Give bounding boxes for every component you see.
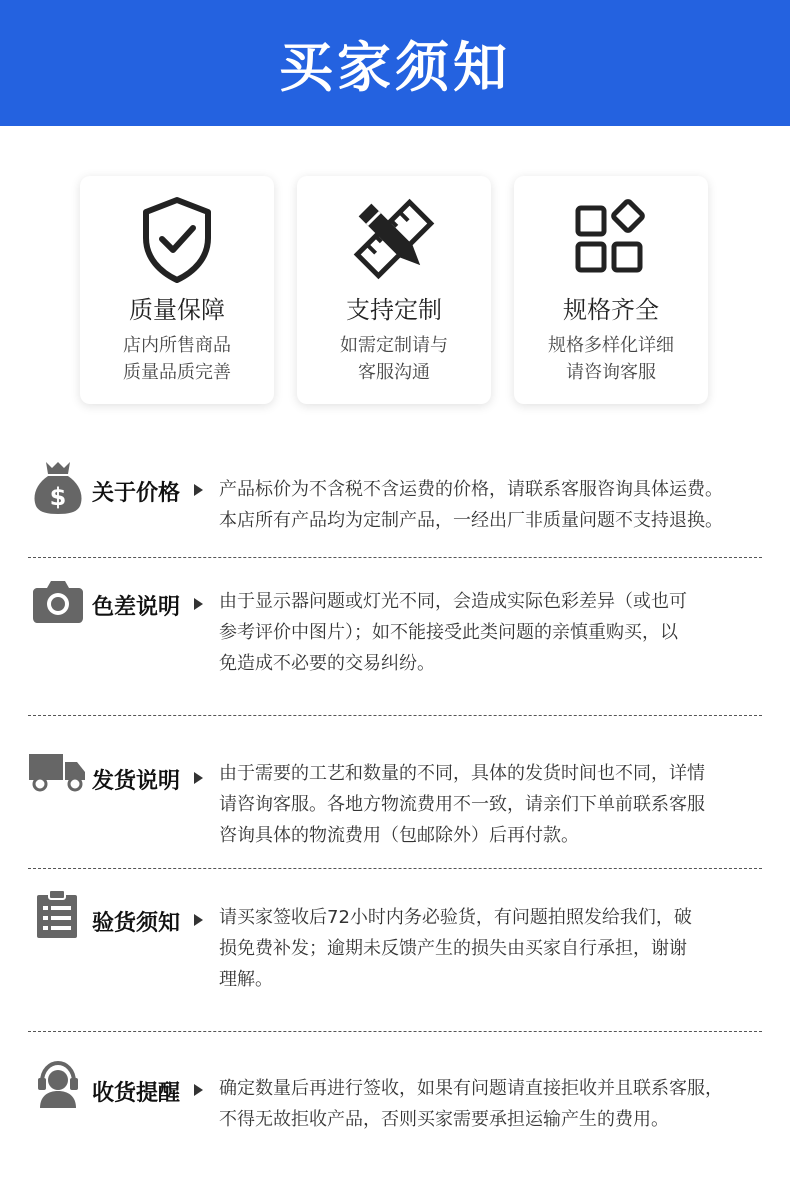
card-title: 质量保障 <box>129 296 225 324</box>
section-text-line: 免造成不必要的交易纠纷。 <box>219 653 435 674</box>
section-text-line: 由于需要的工艺和数量的不同，具体的发货时间也不同，详情 <box>219 763 705 784</box>
card-title: 规格齐全 <box>563 296 659 324</box>
section-text <box>219 586 759 679</box>
card-desc-line: 客服沟通 <box>358 362 430 383</box>
section-text-line: 确定数量后再进行签收，如果有问题请直接拒收并且联系客服， <box>219 1078 723 1099</box>
card-desc-line: 规格多样化详细 <box>548 335 674 356</box>
pencil-ruler-icon <box>349 194 439 284</box>
section-text-line: 由于显示器问题或灯光不同，会造成实际色彩差异（或也可 <box>219 591 687 612</box>
section-title: 验货须知 <box>92 911 181 936</box>
page-title: 买家须知 <box>279 35 511 99</box>
section-text-line: 请买家签收后72小时内务必验货，有问题拍照发给我们，破 <box>219 907 692 928</box>
headset-icon <box>36 1060 80 1108</box>
svg-text:$: $ <box>49 483 67 511</box>
section-text-line: 本店所有产品均为定制产品，一经出厂非质量问题不支持退换。 <box>219 510 723 531</box>
section-text-line: 不得无故拒收产品，否则买家需要承担运输产生的费用。 <box>219 1109 669 1130</box>
section-text-line: 产品标价为不含税不含运费的价格，请联系客服咨询具体运费。 <box>219 479 723 500</box>
section-title: 色差说明 <box>92 595 181 620</box>
arrow-right-icon <box>194 914 203 926</box>
card-specs <box>514 176 708 404</box>
arrow-right-icon <box>194 772 203 784</box>
card-desc-line: 如需定制请与 <box>340 335 448 356</box>
arrow-right-icon <box>194 484 203 496</box>
section-text <box>219 474 759 536</box>
card-desc-line: 质量品质完善 <box>123 362 231 383</box>
section-text-line: 理解。 <box>219 969 273 990</box>
section-text <box>219 902 759 995</box>
divider <box>28 868 762 869</box>
section-title: 发货说明 <box>92 769 181 794</box>
section-title: 收货提醒 <box>92 1081 181 1106</box>
clipboard-icon <box>37 890 77 938</box>
money-bag-icon <box>30 458 86 514</box>
card-quality <box>80 176 274 404</box>
arrow-right-icon <box>194 1084 203 1096</box>
feature-cards <box>80 176 710 406</box>
shield-check-icon <box>132 194 222 284</box>
section-text <box>219 758 759 851</box>
divider <box>28 715 762 716</box>
card-desc <box>297 332 491 386</box>
divider <box>28 557 762 558</box>
card-custom <box>297 176 491 404</box>
card-desc <box>80 332 274 386</box>
arrow-right-icon <box>194 598 203 610</box>
card-desc <box>514 332 708 386</box>
section-text-line: 损免费补发；逾期未反馈产生的损失由买家自行承担，谢谢 <box>219 938 687 959</box>
section-text-line: 请咨询客服。各地方物流费用不一致，请亲们下单前联系客服 <box>219 794 705 815</box>
grid-squares-icon <box>566 194 656 284</box>
truck-icon <box>29 752 85 792</box>
section-text-line: 参考评价中图片）；如不能接受此类问题的亲慎重购买，以 <box>219 622 678 643</box>
section-title: 关于价格 <box>92 481 181 506</box>
camera-icon <box>33 578 83 624</box>
header-banner <box>0 0 790 126</box>
section-text <box>219 1073 759 1135</box>
card-title: 支持定制 <box>346 296 442 324</box>
card-desc-line: 请咨询客服 <box>566 362 656 383</box>
divider <box>28 1031 762 1032</box>
section-text-line: 咨询具体的物流费用（包邮除外）后再付款。 <box>219 825 579 846</box>
card-desc-line: 店内所售商品 <box>123 335 231 356</box>
